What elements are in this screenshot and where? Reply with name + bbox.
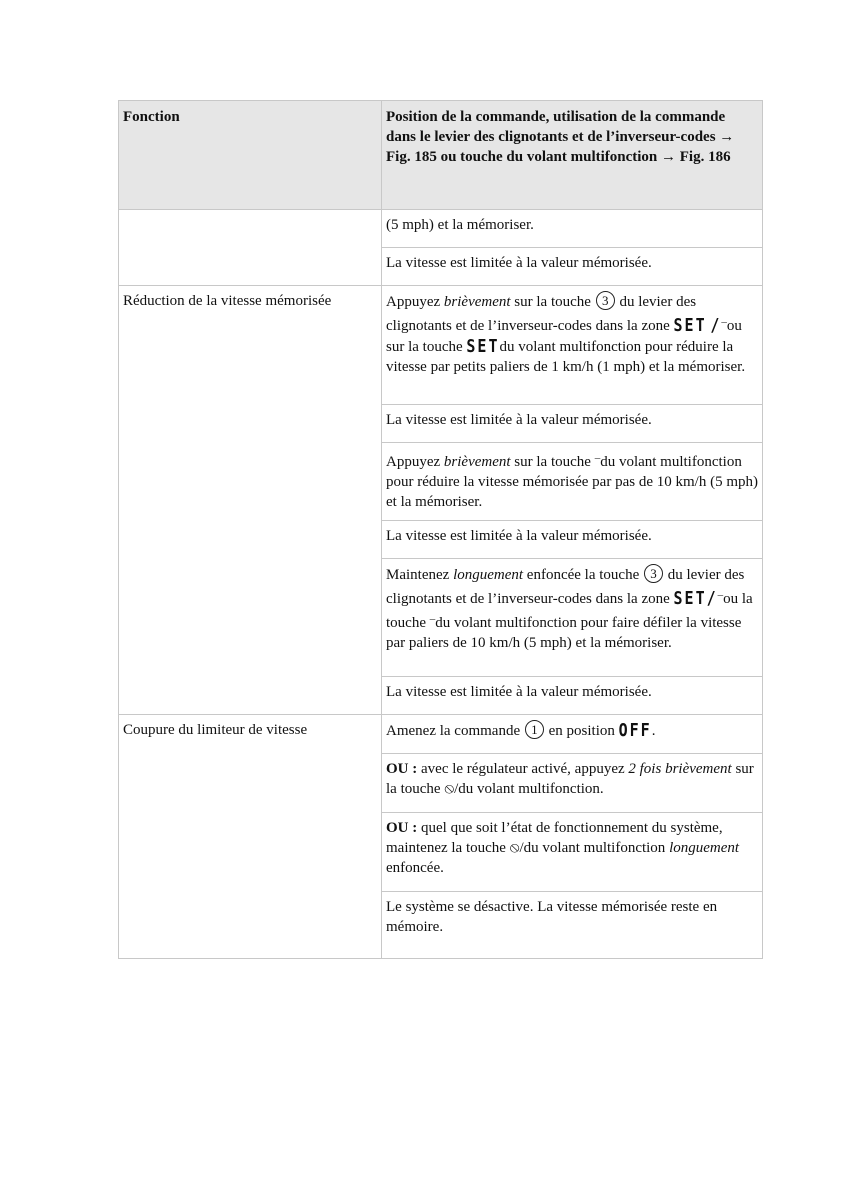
minus-symbol: – xyxy=(721,316,727,328)
set-symbol: SET/ xyxy=(673,587,718,609)
function-table xyxy=(118,100,763,959)
row-text: La vitesse est limitée à la valeur mémorisée. xyxy=(386,528,652,544)
function-coupure: Coupure du limiteur de vitesse xyxy=(123,722,308,738)
row-text: La vitesse est limitée à la valeur mémorisée. xyxy=(386,412,652,428)
row-text: Amenez la commande 1 en position OFF. xyxy=(386,719,656,741)
row-text: Appuyez brièvement sur la touche –du volant multifonction pour réduire la vitesse mémorisée par pas de 10 km/h (5 mph) et la mémoriser. xyxy=(386,452,758,510)
minus-symbol: – xyxy=(594,452,601,464)
header-position: Position de la commande, utilisation de la commande dans le levier des clignotants et de l’inverseur-codes → Fig. 185 ou touche du volant multifonction → Fig. 186 xyxy=(386,109,735,165)
table-row xyxy=(119,210,763,248)
row-text: La vitesse est limitée à la valeur mémorisée. xyxy=(386,684,652,700)
row-text: OU : quel que soit l’état de fonctionnement du système, maintenez la touche ⦸/du volant multifonction longuement enfoncée. xyxy=(386,820,740,876)
table-row xyxy=(119,715,763,754)
set-symbol: SET xyxy=(673,314,707,336)
off-symbol: OFF xyxy=(618,719,652,741)
empty-function-cell xyxy=(119,210,382,286)
header-fonction: Fonction xyxy=(123,109,180,125)
button-3-icon: 3 xyxy=(596,291,615,310)
speed-limiter-icon: ⦸/ xyxy=(509,840,524,856)
set-symbol: SET xyxy=(466,335,500,357)
row-text: Le système se désactive. La vitesse mémorisée reste en mémoire. xyxy=(386,899,718,935)
minus-symbol: – xyxy=(429,613,436,625)
slash-symbol: / xyxy=(710,314,722,336)
function-reduction: Réduction de la vitesse mémorisée xyxy=(123,293,332,309)
minus-symbol: – xyxy=(717,589,724,601)
row-text: La vitesse est limitée à la valeur mémorisée. xyxy=(386,255,652,271)
row-text: Maintenez longuement enfoncée la touche 3 du levier des clignotants et de l’inverseur-codes dans la zone SET/–ou la touche –du volant multifonction pour faire défiler la vitesse par paliers de 10 km/h (5 mph) et la mémoriser. xyxy=(386,566,753,651)
button-1-icon: 1 xyxy=(525,720,544,739)
button-3-icon: 3 xyxy=(644,564,663,583)
table-row xyxy=(119,286,763,405)
row-text: Appuyez brièvement sur la touche 3 du levier des clignotants et de l’inverseur-codes dans la zone SET /–ou sur la touche SETdu volant multifonction pour réduire la vitesse par petits paliers de 1 km/h (1 mph) et la mémoriser. xyxy=(386,293,746,375)
table-header xyxy=(119,101,763,210)
speed-limiter-icon: ⦸/ xyxy=(444,781,459,797)
row-text: (5 mph) et la mémoriser. xyxy=(386,217,534,233)
row-text: OU : avec le régulateur activé, appuyez 2 fois brièvement sur la touche ⦸/du volant multifonction. xyxy=(386,761,754,797)
